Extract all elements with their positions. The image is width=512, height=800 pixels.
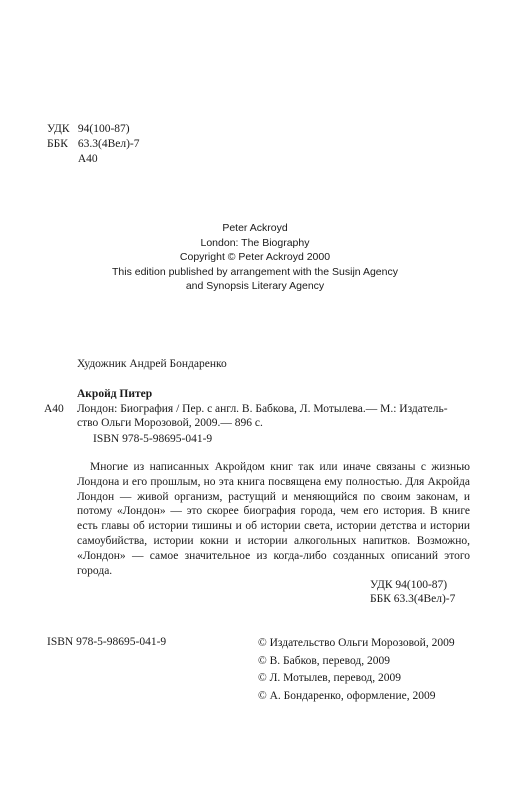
catalog-description-line-2: ство Ольги Морозовой, 2009.— 896 с. <box>77 417 263 429</box>
author-mark-row <box>47 152 98 166</box>
catalog-description <box>77 402 472 430</box>
arrangement-line-2: and Synopsis Literary Agency <box>185 280 325 292</box>
original-copyright: Copyright © Peter Ackroyd 2000 <box>179 251 331 263</box>
udk-label: УДК <box>47 123 70 135</box>
catalog-author-heading: Акройд Питер <box>77 388 153 400</box>
copyright-line: © В. Бабков, перевод, 2009 <box>258 654 391 667</box>
isbn-bottom: ISBN 978-5-98695-041-9 <box>47 636 167 648</box>
udk-row <box>47 122 130 136</box>
bbk-bottom: ББК 63.3(4Вел)-7 <box>370 593 456 605</box>
udk-bottom: УДК 94(100-87) <box>370 579 448 591</box>
classification-bottom <box>370 578 455 606</box>
udk-value: 94(100-87) <box>77 123 130 135</box>
copyright-line: © Л. Мотылев, перевод, 2009 <box>258 672 401 684</box>
annotation <box>77 460 470 578</box>
copyright-line: © А. Бондаренко, оформление, 2009 <box>258 689 436 702</box>
catalog-description-line-1: Лондон: Биография / Пер. с англ. В. Бабкова, Л. Мотылева.— М.: Издатель- <box>77 403 448 415</box>
author-mark: А40 <box>77 153 98 165</box>
copyright-list <box>258 635 455 705</box>
original-edition-credits <box>100 221 410 294</box>
annotation-text: Многие из написанных Акройдом книг так или иначе связаны с жизнью Лондона и его прошлым, но эта книга посвящена ему полностью. Для Акройда Лондон — живой организм, растущий и меняющийся по своим законам, и потому «Лондон» — это скорее биография города, чем его история. В книге есть главы об истории тишины и об истории света, истории детства и истории самоубийства, истории кокни и истории алкогольных напитков. Возможно, «Лондон» — самое значительное из когда-либо созданных описаний этого города. <box>77 461 470 577</box>
original-author: Peter Ackroyd <box>222 222 288 234</box>
bbk-label: ББК <box>47 138 68 150</box>
catalog-isbn: ISBN 978-5-98695-041-9 <box>93 433 213 445</box>
original-title: London: The Biography <box>200 236 310 249</box>
bbk-value: 63.3(4Вел)-7 <box>77 138 140 150</box>
copyright-line: © Издательство Ольги Морозовой, 2009 <box>258 637 455 649</box>
catalog-mark: А40 <box>44 403 64 415</box>
bbk-row <box>47 137 140 151</box>
artist-line: Художник Андрей Бондаренко <box>77 358 227 370</box>
arrangement-line-1: This edition published by arrangement with the Susijn Agency <box>111 265 398 278</box>
